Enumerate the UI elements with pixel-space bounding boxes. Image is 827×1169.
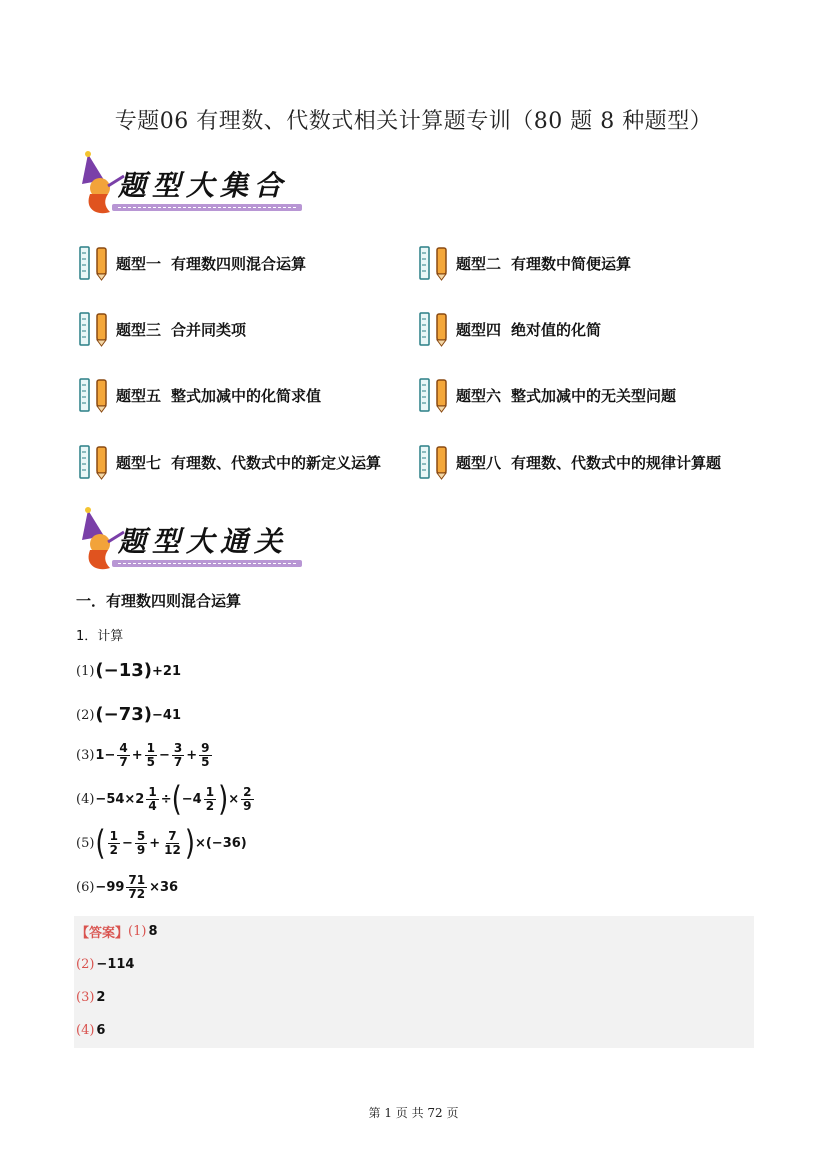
- toc-item-topic: 有理数、代数式中的规律计算题: [511, 453, 722, 472]
- expression-term: ×36: [149, 880, 179, 896]
- answer-index: (1): [128, 924, 147, 939]
- denominator: 9: [136, 843, 146, 858]
- fraction: [117, 742, 129, 769]
- expression-index: (2): [76, 707, 95, 723]
- fraction: [199, 742, 211, 769]
- expression-1: [76, 662, 181, 680]
- numerator: 7: [168, 829, 177, 843]
- ruler-pencil-icon: [78, 311, 112, 347]
- toc-item-6[interactable]: [418, 375, 676, 415]
- denominator: 5: [146, 755, 155, 770]
- fraction: [204, 786, 216, 813]
- answer-row-4: [76, 1023, 105, 1038]
- ruler-pencil-icon: [78, 377, 112, 413]
- ruler-pencil-icon: [418, 311, 452, 347]
- numerator: 9: [201, 741, 210, 755]
- denominator: 9: [243, 799, 252, 814]
- expression-term: (−73): [95, 704, 153, 725]
- expression-index: (4): [76, 792, 95, 808]
- toc-item-name: 题型七: [116, 453, 162, 472]
- operator: ÷: [160, 792, 172, 808]
- left-paren: (: [171, 780, 182, 820]
- toc-item-name: 题型八: [456, 453, 502, 472]
- section-heading: 一．有理数四则混合运算: [76, 592, 242, 610]
- right-paren: ): [218, 780, 229, 820]
- answer-index: (2): [76, 957, 95, 972]
- toc-item-topic: 合并同类项: [171, 320, 247, 339]
- toc-item-8[interactable]: [418, 442, 721, 482]
- denominator: 72: [128, 887, 146, 902]
- answer-value: 2: [96, 990, 106, 1005]
- toc-item-name: 题型五: [116, 386, 162, 405]
- toc-item-7[interactable]: [78, 442, 381, 482]
- answer-value: −114: [96, 957, 135, 972]
- answer-row-3: [76, 990, 105, 1005]
- toc-item-topic: 有理数中简便运算: [511, 254, 632, 273]
- right-paren: ): [184, 824, 195, 864]
- ruler-pencil-icon: [418, 444, 452, 480]
- denominator: 4: [148, 799, 157, 814]
- numerator: 4: [119, 741, 128, 755]
- toc-item-1[interactable]: [78, 243, 306, 283]
- answer-row-2: [76, 957, 134, 972]
- toc-item-5[interactable]: [78, 375, 321, 415]
- toc-item-3[interactable]: [78, 309, 246, 349]
- operator: +: [186, 748, 198, 764]
- fraction: [146, 786, 158, 813]
- banner-collection-text: 题型大集合: [118, 169, 289, 202]
- toc-item-name: 题型一: [116, 254, 162, 273]
- expression-index: (3): [76, 748, 95, 764]
- denominator: 7: [119, 755, 128, 770]
- expression-5: [76, 824, 247, 864]
- operator: +: [149, 836, 161, 852]
- fraction: [135, 830, 147, 857]
- toc-item-topic: 有理数、代数式中的新定义运算: [171, 453, 382, 472]
- numerator: 2: [243, 785, 252, 799]
- question-label: 1．计算: [76, 629, 124, 644]
- fraction: [108, 830, 120, 857]
- operator: ×: [228, 792, 240, 808]
- expression-term: 1−: [95, 748, 116, 764]
- answer-value: 8: [148, 924, 158, 939]
- toc-item-topic: 整式加减中的化简求值: [171, 386, 322, 405]
- operator: −: [159, 748, 170, 764]
- denominator: 2: [109, 843, 118, 858]
- answer-box: [74, 916, 754, 1048]
- expression-term: −4: [181, 792, 202, 808]
- expression-term: +21: [152, 663, 181, 679]
- fraction: [241, 786, 253, 813]
- ruler-pencil-icon: [418, 245, 452, 281]
- answer-label: 【答案】: [76, 926, 129, 941]
- operator: +: [131, 748, 143, 764]
- ruler-pencil-icon: [418, 377, 452, 413]
- expression-4: [76, 780, 256, 820]
- fraction: [162, 830, 183, 857]
- fraction: [145, 742, 157, 769]
- expression-index: (5): [76, 836, 95, 852]
- toc-item-topic: 整式加减中的无关型问题: [511, 386, 677, 405]
- denominator: 5: [201, 755, 210, 770]
- expression-term: −99: [95, 880, 125, 896]
- numerator: 3: [173, 741, 183, 755]
- fraction: [172, 742, 184, 769]
- answer-row-1: [76, 922, 157, 941]
- toc-item-4[interactable]: [418, 309, 601, 349]
- numerator: 71: [128, 873, 146, 887]
- numerator: 1: [205, 785, 215, 799]
- numerator: 1: [109, 829, 118, 843]
- expression-3: [76, 742, 214, 769]
- operator: −: [121, 836, 133, 852]
- expression-index: (6): [76, 880, 95, 896]
- ruler-pencil-icon: [78, 245, 112, 281]
- denominator: 7: [173, 755, 183, 770]
- answer-index: (4): [76, 1023, 95, 1038]
- expression-term: ×(−36): [194, 836, 247, 852]
- toc-item-2[interactable]: [418, 243, 631, 283]
- ruler-pencil-icon: [78, 444, 112, 480]
- expression-index: (1): [76, 663, 95, 679]
- banner-underline: [112, 204, 302, 211]
- expression-2: [76, 706, 181, 724]
- banner-collection: [74, 150, 314, 220]
- expression-6: [76, 874, 178, 901]
- numerator: 1: [148, 785, 157, 799]
- expression-term: (−13): [95, 660, 153, 681]
- numerator: 1: [146, 741, 155, 755]
- numerator: 5: [136, 829, 146, 843]
- toc-item-topic: 绝对值的化简: [511, 320, 602, 339]
- answer-value: 6: [96, 1023, 106, 1038]
- denominator: 12: [164, 843, 181, 858]
- denominator: 2: [205, 799, 215, 814]
- banner-practice-text: 题型大通关: [118, 525, 289, 558]
- toc-item-name: 题型六: [456, 386, 502, 405]
- toc-item-name: 题型三: [116, 320, 162, 339]
- toc-item-name: 题型四: [456, 320, 502, 339]
- toc-item-topic: 有理数四则混合运算: [171, 254, 307, 273]
- banner-practice: [74, 506, 314, 576]
- expression-term: −41: [152, 707, 181, 723]
- toc-item-name: 题型二: [456, 254, 502, 273]
- answer-index: (3): [76, 990, 95, 1005]
- left-paren: (: [95, 824, 106, 864]
- page-footer: 第 1 页 共 72 页: [368, 1106, 459, 1120]
- fraction: [126, 874, 147, 901]
- page-title: 专题06 有理数、代数式相关计算题专训（80 题 8 种题型）: [114, 109, 713, 134]
- banner-underline: [112, 560, 302, 567]
- expression-term: −54×2: [95, 792, 145, 808]
